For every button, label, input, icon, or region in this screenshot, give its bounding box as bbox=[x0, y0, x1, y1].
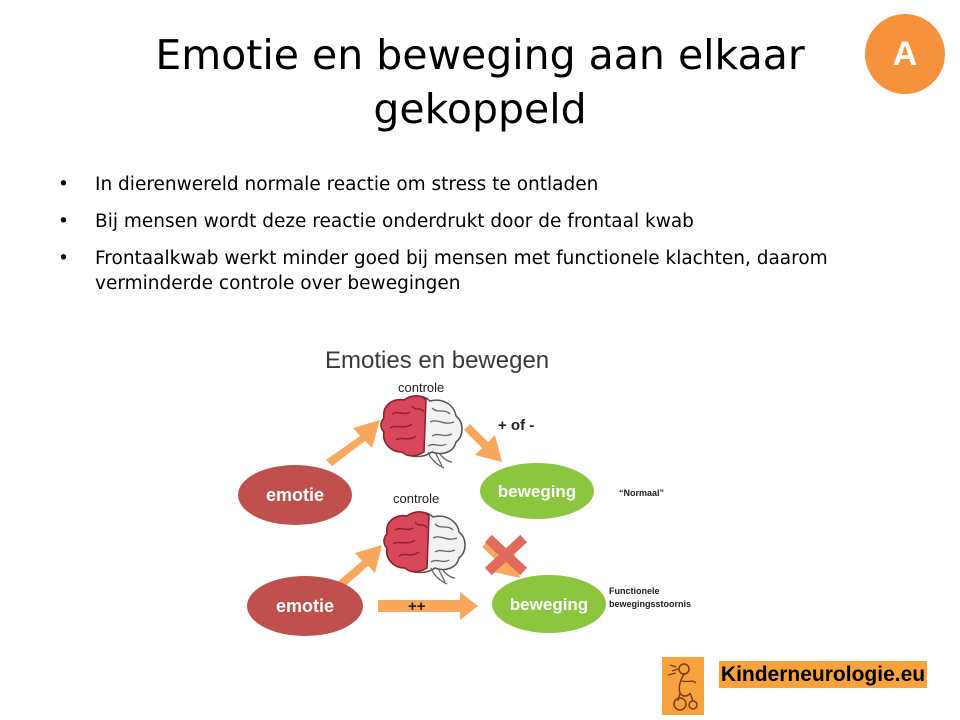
arrow-emotion-to-movement-bottom bbox=[378, 592, 478, 620]
child-figure-logo-icon bbox=[662, 657, 704, 715]
bullet-text: In dierenwereld normale reactie om stress te ontladen bbox=[95, 174, 599, 195]
arrow-emotion-to-control-bottom bbox=[336, 545, 382, 589]
control-label-top: controle bbox=[398, 380, 445, 395]
emotion-node-top-label: emotie bbox=[265, 485, 325, 505]
effect-label-top: + of - bbox=[498, 417, 535, 434]
bullet-marker: • bbox=[58, 174, 69, 195]
movement-node-top-label: beweging bbox=[497, 482, 577, 501]
arrow-emotion-to-control-top bbox=[326, 420, 380, 466]
bullet-marker: • bbox=[58, 211, 69, 232]
bullet-marker: • bbox=[58, 248, 69, 269]
caption-top: “Normaal” bbox=[619, 488, 665, 498]
arrow-control-to-movement-top bbox=[464, 424, 502, 462]
control-label-bottom: controle bbox=[393, 491, 440, 506]
slide-title-line-1: Emotie en beweging aan elkaar bbox=[155, 31, 805, 79]
brain-icon bbox=[384, 512, 465, 584]
diagram-title: Emoties en bewegen bbox=[325, 347, 550, 374]
section-badge: A bbox=[865, 14, 945, 94]
brand-label: Kinderneurologie.eu bbox=[720, 663, 926, 686]
movement-node-bottom-label: beweging bbox=[509, 595, 589, 614]
effect-label-bottom: ++ bbox=[408, 598, 426, 615]
bullet-text: Bij mensen wordt deze reactie onderdrukt door de frontaal kwab bbox=[95, 211, 694, 232]
caption-bottom-line-2: bewegingsstoornis bbox=[609, 599, 692, 609]
brain-icon bbox=[381, 396, 462, 468]
slide-title-line-2: gekoppeld bbox=[373, 85, 587, 133]
bullet-text: Frontaalkwab werkt minder goed bij mensen met functionele klachten, daarom verminderde controle over bewegingen bbox=[95, 248, 828, 294]
caption-bottom-line-1: Functionele bbox=[609, 586, 660, 596]
emotion-node-bottom-label: emotie bbox=[275, 596, 335, 616]
